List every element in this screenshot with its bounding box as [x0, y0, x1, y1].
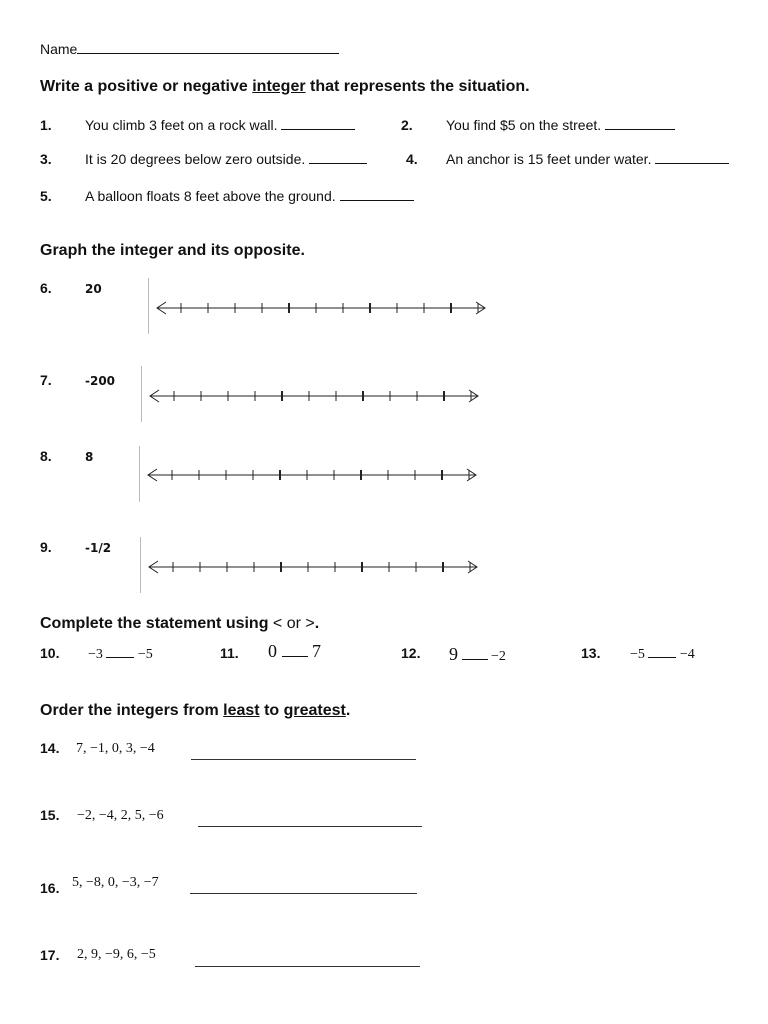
- q8-divider: [139, 446, 140, 502]
- q4-number: 4.: [406, 151, 418, 167]
- q9-number-line[interactable]: [147, 557, 479, 577]
- q16-number: 16.: [40, 880, 60, 896]
- q5-number: 5.: [40, 188, 52, 204]
- q16-answer-blank[interactable]: [190, 893, 417, 894]
- q15-answer-blank[interactable]: [198, 826, 422, 827]
- q6-number: 6.: [40, 280, 52, 296]
- q10-statement: −3 −5: [88, 647, 153, 662]
- q2-answer-blank[interactable]: [605, 117, 675, 130]
- q13-answer-blank[interactable]: [648, 645, 676, 658]
- q9-number: 9.: [40, 539, 52, 555]
- q8-value: 8: [85, 450, 94, 464]
- name-blank[interactable]: [77, 41, 339, 54]
- q11-statement: 0 7: [268, 641, 321, 661]
- q14-number: 14.: [40, 740, 60, 756]
- q6-value: 20: [85, 282, 102, 296]
- q8-number: 8.: [40, 448, 52, 464]
- q17-number: 17.: [40, 947, 60, 963]
- q15-number: 15.: [40, 807, 60, 823]
- section1-heading: Write a positive or negative integer that represents the situation.: [40, 78, 530, 95]
- section2-heading: Graph the integer and its opposite.: [40, 242, 305, 259]
- q6-number-line[interactable]: [155, 298, 487, 318]
- q7-number: 7.: [40, 372, 52, 388]
- q3-text: It is 20 degrees below zero outside.: [85, 151, 367, 167]
- q15-list: −2, −4, 2, 5, −6: [77, 808, 164, 823]
- q8-number-line[interactable]: [146, 465, 478, 485]
- section3-heading: Complete the statement using < or >.: [40, 615, 320, 632]
- section4-heading: Order the integers from least to greatest.: [40, 702, 351, 719]
- q17-answer-blank[interactable]: [195, 966, 420, 967]
- q1-text: You climb 3 feet on a rock wall.: [85, 117, 355, 133]
- q1-number: 1.: [40, 117, 52, 133]
- q2-text: You find $5 on the street.: [446, 117, 675, 133]
- q10-number: 10.: [40, 645, 60, 661]
- q12-answer-blank[interactable]: [462, 647, 488, 660]
- q9-divider: [140, 537, 141, 593]
- q7-value: -200: [85, 374, 116, 388]
- q9-value: -1/2: [85, 541, 112, 555]
- q4-answer-blank[interactable]: [655, 151, 729, 164]
- q7-divider: [141, 366, 142, 422]
- q14-list: 7, −1, 0, 3, −4: [76, 741, 155, 756]
- q17-list: 2, 9, −9, 6, −5: [77, 947, 156, 962]
- q3-number: 3.: [40, 151, 52, 167]
- name-label: Name: [40, 41, 78, 57]
- q3-answer-blank[interactable]: [309, 151, 367, 164]
- q7-number-line[interactable]: [148, 386, 480, 406]
- q16-list: 5, −8, 0, −3, −7: [72, 875, 159, 890]
- q2-number: 2.: [401, 117, 413, 133]
- q14-answer-blank[interactable]: [191, 759, 416, 760]
- q6-divider: [148, 278, 149, 334]
- name-field[interactable]: [40, 41, 339, 57]
- q4-text: An anchor is 15 feet under water.: [446, 151, 729, 167]
- q5-answer-blank[interactable]: [340, 188, 414, 201]
- q13-number: 13.: [581, 645, 601, 661]
- q11-number: 11.: [220, 645, 239, 661]
- q5-text: A balloon floats 8 feet above the ground.: [85, 188, 414, 204]
- q10-answer-blank[interactable]: [106, 645, 134, 658]
- q12-number: 12.: [401, 645, 421, 661]
- q11-answer-blank[interactable]: [282, 644, 308, 657]
- q12-statement: 9 −2: [449, 644, 506, 664]
- q1-answer-blank[interactable]: [281, 117, 355, 130]
- q13-statement: −5 −4: [630, 647, 695, 662]
